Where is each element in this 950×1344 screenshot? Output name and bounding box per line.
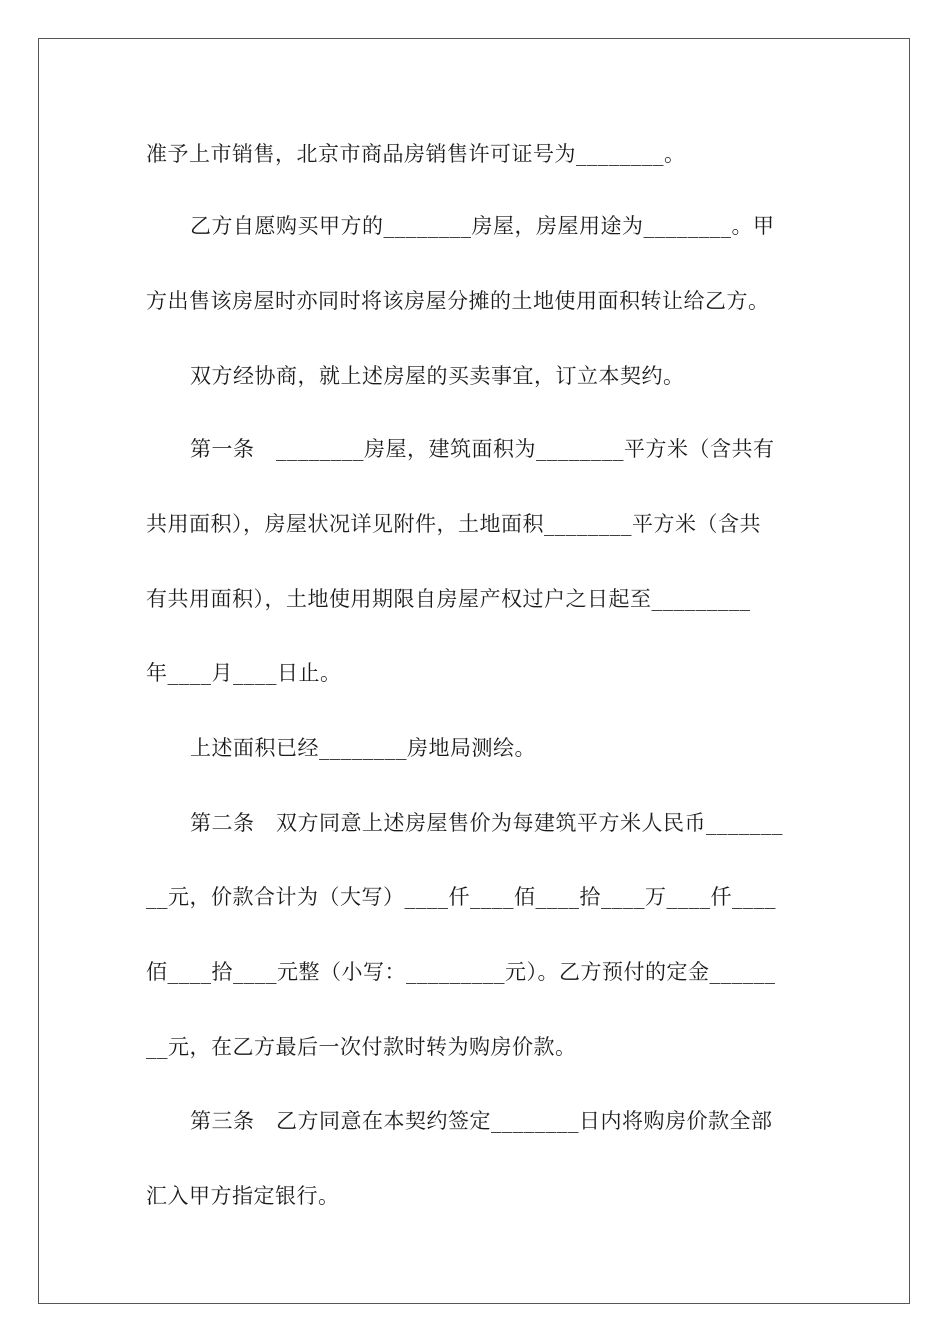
text-line: 第一条 ________房屋，建筑面积为________平方米（含共有 [190,437,775,461]
text-line: 上述面积已经________房地局测绘。 [190,736,536,760]
text-line: __元，价款合计为（大写）____仟____佰____拾____万____仟____ [146,885,776,909]
text-line: 方出售该房屋时亦同时将该房屋分摊的土地使用面积转让给乙方。 [146,289,770,313]
text-line: 乙方自愿购买甲方的________房屋，房屋用途为________。甲 [190,214,775,238]
text-line: 佰____拾____元整（小写：_________元）。乙方预付的定金______ [146,960,776,984]
text-line: 共用面积），房屋状况详见附件，土地面积________平方米（含共 [146,512,761,536]
text-line: 准予上市销售，北京市商品房销售许可证号为________。 [146,142,686,166]
text-line: 汇入甲方指定银行。 [146,1184,340,1208]
text-line: 有共用面积），土地使用期限自房屋产权过户之日起至_________ [146,587,751,611]
text-line: 第三条 乙方同意在本契约签定________日内将购房价款全部 [190,1109,773,1133]
text-line: __元，在乙方最后一次付款时转为购房价款。 [146,1035,577,1059]
text-line: 双方经协商，就上述房屋的买卖事宜，订立本契约。 [190,364,685,388]
text-line: 年____月____日止。 [146,661,342,685]
text-line: 第二条 双方同意上述房屋售价为每建筑平方米人民币_______ [190,811,783,835]
